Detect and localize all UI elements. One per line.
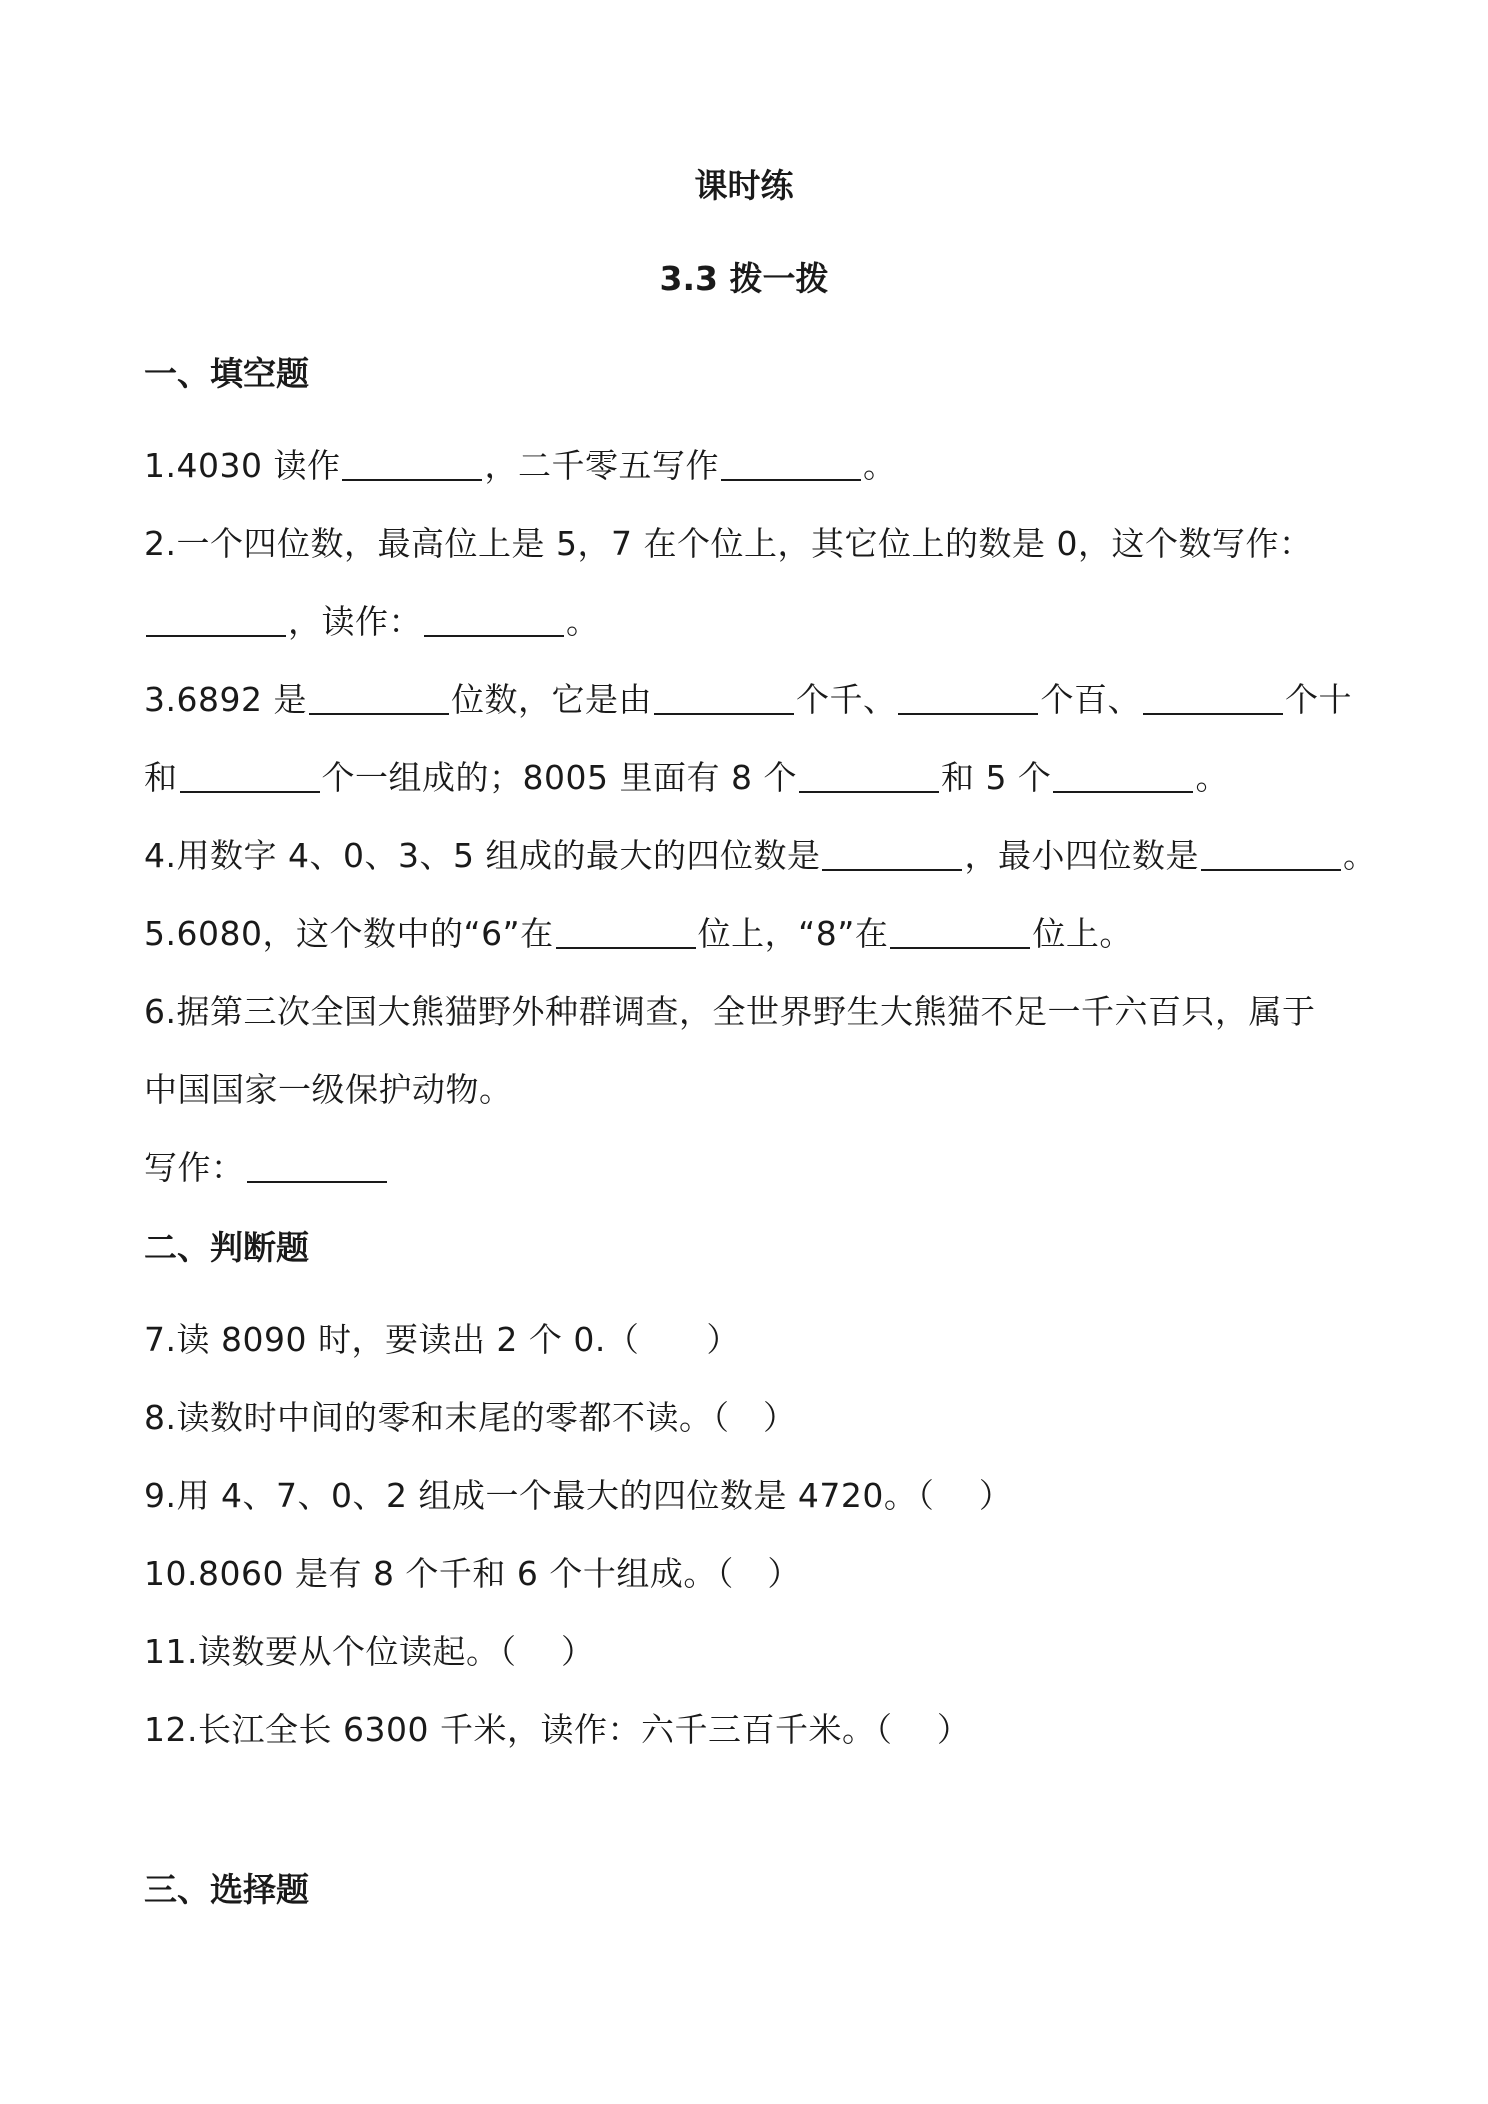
question-3-line-2 (144, 752, 1229, 799)
q5-text-b: 位上，“8”在 (697, 914, 889, 953)
question-12: 12.长江全长 6300 千米，读作：六千三百千米。（ ） (144, 1710, 971, 1749)
question-4 (144, 830, 1376, 877)
q5-text-c: 位上。 (1032, 914, 1133, 953)
question-6-line-2: 中国国家一级保护动物。 (144, 1070, 513, 1109)
q4-text-b: ，最小四位数是 (964, 836, 1199, 875)
q3-text-f: 和 (144, 758, 178, 797)
answer-blank[interactable] (898, 683, 1038, 715)
question-10: 10.8060 是有 8 个千和 6 个十组成。（ ） (144, 1554, 801, 1593)
question-2-line-2 (144, 596, 600, 643)
q1-text-c: 。 (862, 446, 897, 485)
q3-text-e: 个十 (1284, 680, 1352, 719)
page-title: 课时练 (694, 166, 794, 205)
page-subtitle: 3.3 拨一拨 (659, 259, 829, 298)
q3-text-h: 和 5 个 (940, 758, 1052, 797)
q4-text-c: 。 (1342, 836, 1377, 875)
section-heading-true-false: 二、判断题 (144, 1228, 309, 1267)
answer-blank[interactable] (890, 917, 1030, 949)
answer-blank[interactable] (556, 917, 696, 949)
question-8: 8.读数时中间的零和末尾的零都不读。（ ） (144, 1398, 797, 1437)
answer-blank[interactable] (721, 449, 861, 481)
answer-blank[interactable] (424, 605, 564, 637)
q5-text-a: 5.6080，这个数中的“6”在 (144, 914, 554, 953)
q3-text-c: 个千、 (795, 680, 897, 719)
answer-blank[interactable] (247, 1151, 387, 1183)
question-7: 7.读 8090 时，要读出 2 个 0.（ ） (144, 1320, 740, 1359)
answer-blank[interactable] (1201, 839, 1341, 871)
question-9: 9.用 4、7、0、2 组成一个最大的四位数是 4720。（ ） (144, 1476, 1013, 1515)
answer-blank[interactable] (342, 449, 482, 481)
question-6-line-1: 6.据第三次全国大熊猫野外种群调查，全世界野生大熊猫不足一千六百只，属于 (144, 992, 1316, 1031)
q1-text-a: 1.4030 读作 (144, 446, 341, 485)
q3-text-d: 个百、 (1040, 680, 1141, 719)
question-11: 11.读数要从个位读起。（ ） (144, 1632, 595, 1671)
answer-blank[interactable] (1053, 761, 1193, 793)
question-5 (144, 908, 1133, 955)
answer-blank[interactable] (799, 761, 939, 793)
answer-blank[interactable] (654, 683, 794, 715)
answer-blank[interactable] (180, 761, 320, 793)
q6-write-label: 写作： (144, 1148, 245, 1187)
answer-blank[interactable] (309, 683, 449, 715)
question-2-line-1: 2.一个四位数，最高位上是 5，7 在个位上，其它位上的数是 0，这个数写作： (144, 524, 1313, 563)
q2-text-c: 。 (566, 602, 600, 641)
answer-blank[interactable] (1143, 683, 1283, 715)
section-heading-fill-in: 一、填空题 (144, 354, 309, 393)
answer-blank[interactable] (822, 839, 962, 871)
answer-blank[interactable] (146, 605, 286, 637)
q4-text-a: 4.用数字 4、0、3、5 组成的最大的四位数是 (144, 836, 821, 875)
q1-text-b: ，二千零五写作 (484, 446, 719, 485)
question-3-line-1 (144, 674, 1352, 721)
section-heading-multiple-choice: 三、选择题 (144, 1870, 309, 1909)
q3-text-b: 位数，它是由 (450, 680, 652, 719)
q3-text-i: 。 (1195, 758, 1229, 797)
q2-text-b: ，读作： (288, 602, 422, 641)
q3-text-g: 个一组成的；8005 里面有 8 个 (321, 758, 797, 797)
question-6-answer (144, 1142, 389, 1189)
question-1 (144, 440, 896, 487)
q3-text-a: 3.6892 是 (144, 680, 307, 719)
